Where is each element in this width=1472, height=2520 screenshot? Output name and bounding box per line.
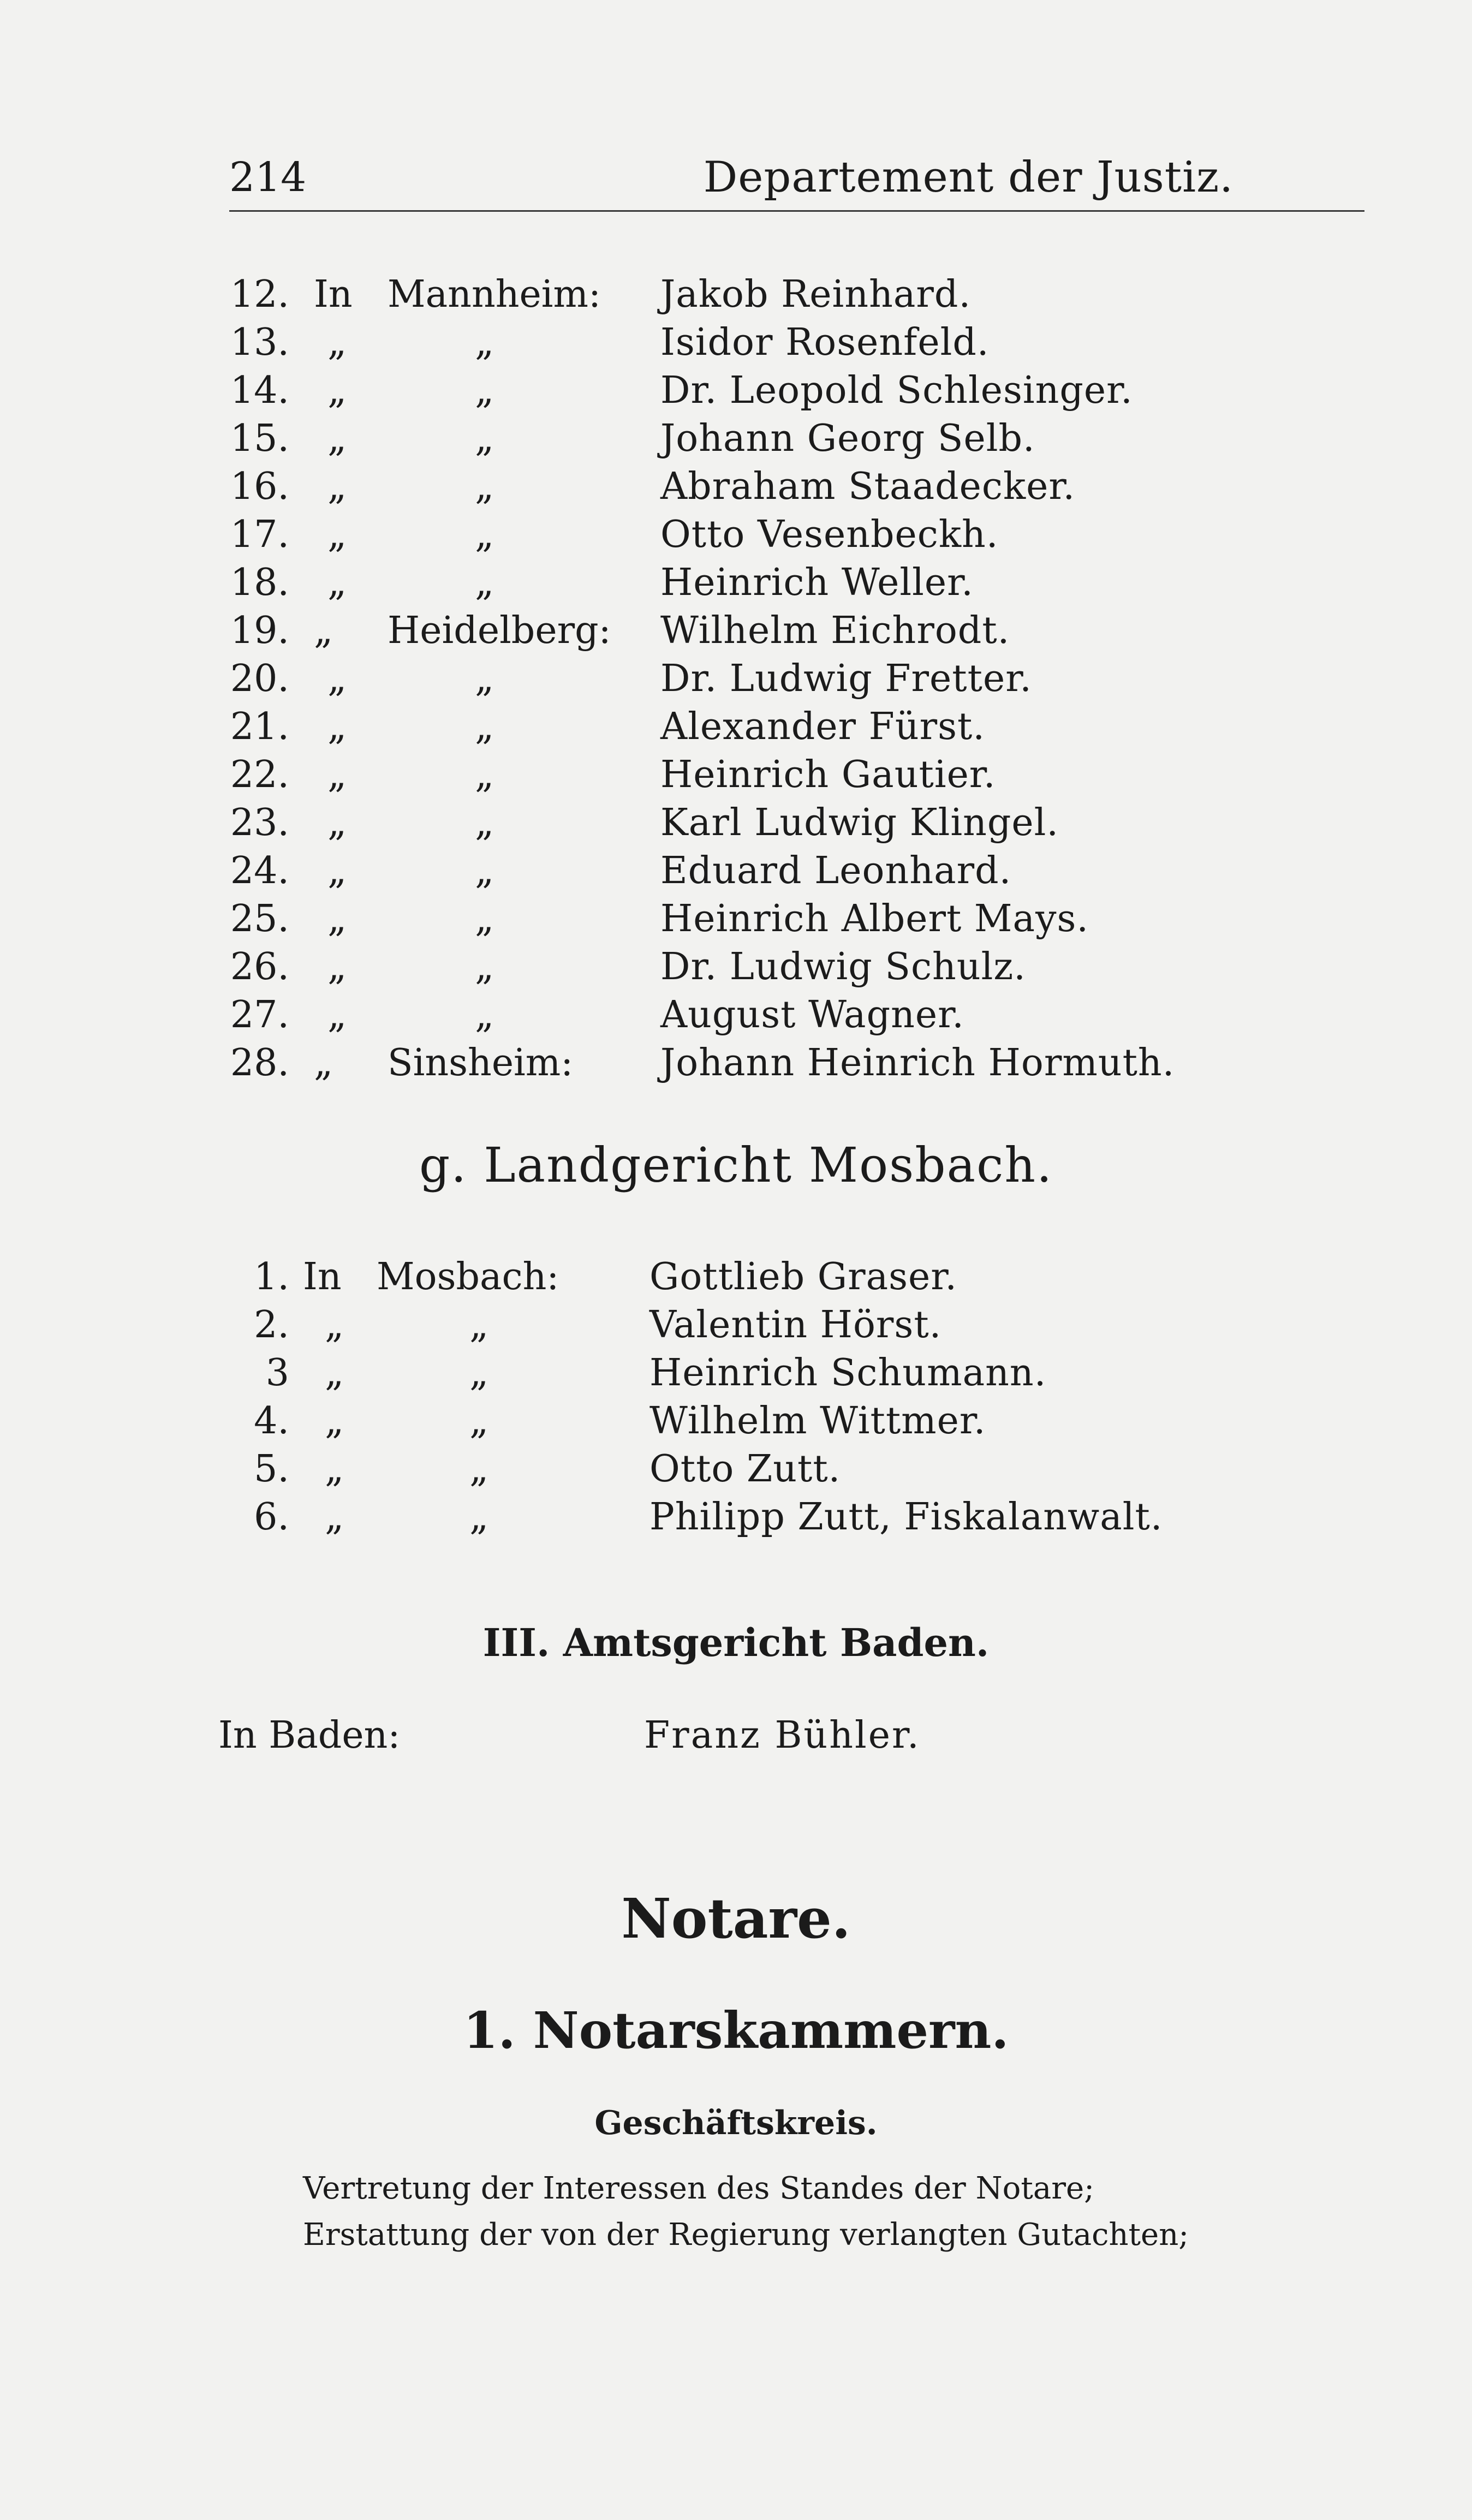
ditto-mark: „ <box>469 1447 489 1491</box>
entry-name: Wilhelm Eichrodt. <box>660 609 1010 652</box>
entry-name: Dr. Ludwig Schulz. <box>660 945 1026 988</box>
ditto-mark: „ <box>327 657 347 700</box>
ditto-mark: „ <box>327 801 347 844</box>
ditto-mark: „ <box>469 1496 489 1539</box>
entry-name: Johann Georg Selb. <box>660 417 1035 460</box>
list-item <box>0 750 1472 800</box>
ditto-mark: „ <box>475 561 494 604</box>
running-title: Departement der Justiz. <box>703 153 1233 202</box>
section-heading-amtsgericht-baden: III. Amtsgericht Baden. <box>482 1620 990 1665</box>
entry-number: 24. <box>230 849 289 892</box>
ditto-mark: „ <box>325 1351 344 1395</box>
ditto-mark: „ <box>475 753 494 796</box>
ditto-mark: „ <box>475 705 494 748</box>
list-item <box>0 943 1472 992</box>
list-item <box>0 1253 1472 1302</box>
list-item <box>0 1445 1472 1494</box>
list-item <box>0 318 1472 367</box>
list-item <box>0 847 1472 896</box>
entry-number: 26. <box>230 945 289 988</box>
entry-place: Mosbach: <box>377 1255 559 1298</box>
page-number: 214 <box>229 154 307 201</box>
ditto-mark: „ <box>327 369 347 412</box>
entry-name: Otto Vesenbeckh. <box>660 513 999 556</box>
entry-number: 14. <box>230 369 289 412</box>
entry-number: 25. <box>230 897 289 940</box>
list-item <box>0 558 1472 607</box>
entry-number: 2. <box>254 1303 289 1347</box>
entry-number: 6. <box>254 1496 289 1539</box>
list-item <box>0 414 1472 463</box>
list-item <box>0 606 1472 656</box>
ditto-mark: „ <box>475 801 494 844</box>
list-item <box>0 462 1472 511</box>
body-line: Vertretung der Interessen des Standes der Notare; <box>303 2171 1095 2206</box>
baden-name: Franz Bühler. <box>644 1714 921 1757</box>
entry-number: 18. <box>230 561 289 604</box>
entry-name: Otto Zutt. <box>649 1447 841 1491</box>
entry-name: Dr. Ludwig Fretter. <box>660 657 1032 700</box>
ditto-mark: „ <box>327 417 347 460</box>
ditto-mark: „ <box>325 1447 344 1491</box>
list-item <box>0 654 1472 704</box>
ditto-mark: „ <box>327 561 347 604</box>
entry-number: 13. <box>230 321 289 364</box>
ditto-mark: „ <box>475 897 494 940</box>
ditto-mark: „ <box>325 1496 344 1539</box>
entry-name: Heinrich Albert Mays. <box>660 897 1089 940</box>
list-item <box>0 1349 1472 1398</box>
ditto-mark: „ <box>327 897 347 940</box>
ditto-mark: „ <box>327 849 347 892</box>
ditto-mark: „ <box>327 993 347 1036</box>
entry-name: Heinrich Weller. <box>660 561 974 604</box>
list-item <box>0 1301 1472 1350</box>
list-item <box>0 991 1472 1040</box>
entry-number: 17. <box>230 513 289 556</box>
entry-location-prefix: In <box>314 273 353 316</box>
entry-name: Heinrich Schumann. <box>649 1351 1047 1395</box>
entry-number: 4. <box>254 1399 289 1443</box>
ditto-mark: „ <box>327 513 347 556</box>
entry-number: 5. <box>254 1447 289 1491</box>
list-item <box>0 799 1472 848</box>
baden-location: In Baden: <box>218 1714 401 1757</box>
ditto-mark: „ <box>469 1351 489 1395</box>
list-item <box>0 510 1472 559</box>
ditto-mark: „ <box>469 1399 489 1443</box>
list-item <box>0 1039 1472 1088</box>
entry-name: Alexander Fürst. <box>660 705 985 748</box>
list-item <box>0 702 1472 752</box>
ditto-mark: „ <box>325 1399 344 1443</box>
notare-title: Notare. <box>621 1886 851 1951</box>
list-item <box>0 1397 1472 1446</box>
entry-number: 20. <box>230 657 289 700</box>
entry-name: Valentin Hörst. <box>649 1303 942 1347</box>
entry-number: 16. <box>230 465 289 508</box>
entry-name: Abraham Staadecker. <box>660 465 1076 508</box>
entry-number: 1. <box>254 1255 289 1298</box>
entry-number: 27. <box>230 993 289 1036</box>
entry-number: 3 <box>265 1351 289 1395</box>
entry-name: Gottlieb Graser. <box>649 1255 957 1298</box>
entry-place: Mannheim: <box>388 273 601 316</box>
section-heading-mosbach: g. Landgericht Mosbach. <box>419 1137 1053 1193</box>
entry-number: 15. <box>230 417 289 460</box>
entry-name: Heinrich Gautier. <box>660 753 996 796</box>
baden-entry <box>0 1708 1472 1763</box>
entry-location-prefix: „ <box>314 1041 333 1085</box>
ditto-mark: „ <box>475 465 494 508</box>
ditto-mark: „ <box>327 705 347 748</box>
entry-name: Karl Ludwig Klingel. <box>660 801 1059 844</box>
entry-number: 28. <box>230 1041 289 1085</box>
entry-place: Sinsheim: <box>388 1041 574 1085</box>
entry-number: 19. <box>230 609 289 652</box>
body-line: Erstattung der von der Regierung verlangten Gutachten; <box>303 2217 1189 2253</box>
entry-number: 22. <box>230 753 289 796</box>
ditto-mark: „ <box>327 945 347 988</box>
entry-name: Dr. Leopold Schlesinger. <box>660 369 1133 412</box>
entry-location-prefix: „ <box>314 609 333 652</box>
entry-name: Eduard Leonhard. <box>660 849 1012 892</box>
entry-name: Jakob Reinhard. <box>660 273 972 316</box>
ditto-mark: „ <box>475 945 494 988</box>
ditto-mark: „ <box>325 1303 344 1347</box>
ditto-mark: „ <box>475 993 494 1036</box>
ditto-mark: „ <box>475 513 494 556</box>
list-item <box>0 366 1472 415</box>
entry-place: Heidelberg: <box>388 609 611 652</box>
list-item <box>0 1493 1472 1542</box>
entry-name: Wilhelm Wittmer. <box>649 1399 986 1443</box>
list-item <box>0 895 1472 944</box>
notarskammern-title: 1. Notarskammern. <box>463 2001 1009 2060</box>
entry-location-prefix: In <box>303 1255 342 1298</box>
ditto-mark: „ <box>475 417 494 460</box>
ditto-mark: „ <box>475 369 494 412</box>
ditto-mark: „ <box>475 849 494 892</box>
entry-number: 12. <box>230 273 289 316</box>
ditto-mark: „ <box>469 1303 489 1347</box>
ditto-mark: „ <box>327 321 347 364</box>
entry-name: Johann Heinrich Hormuth. <box>660 1041 1175 1085</box>
ditto-mark: „ <box>327 465 347 508</box>
entry-name: August Wagner. <box>660 993 964 1036</box>
page-header <box>229 147 1364 207</box>
ditto-mark: „ <box>327 753 347 796</box>
entry-name: Isidor Rosenfeld. <box>660 321 990 364</box>
geschaeftskreis-heading: Geschäftskreis. <box>594 2104 878 2142</box>
ditto-mark: „ <box>475 321 494 364</box>
ditto-mark: „ <box>475 657 494 700</box>
entry-number: 23. <box>230 801 289 844</box>
entry-name: Philipp Zutt, Fiskalanwalt. <box>649 1496 1163 1539</box>
entry-number: 21. <box>230 705 289 748</box>
header-rule <box>229 210 1364 212</box>
list-item <box>0 270 1472 319</box>
